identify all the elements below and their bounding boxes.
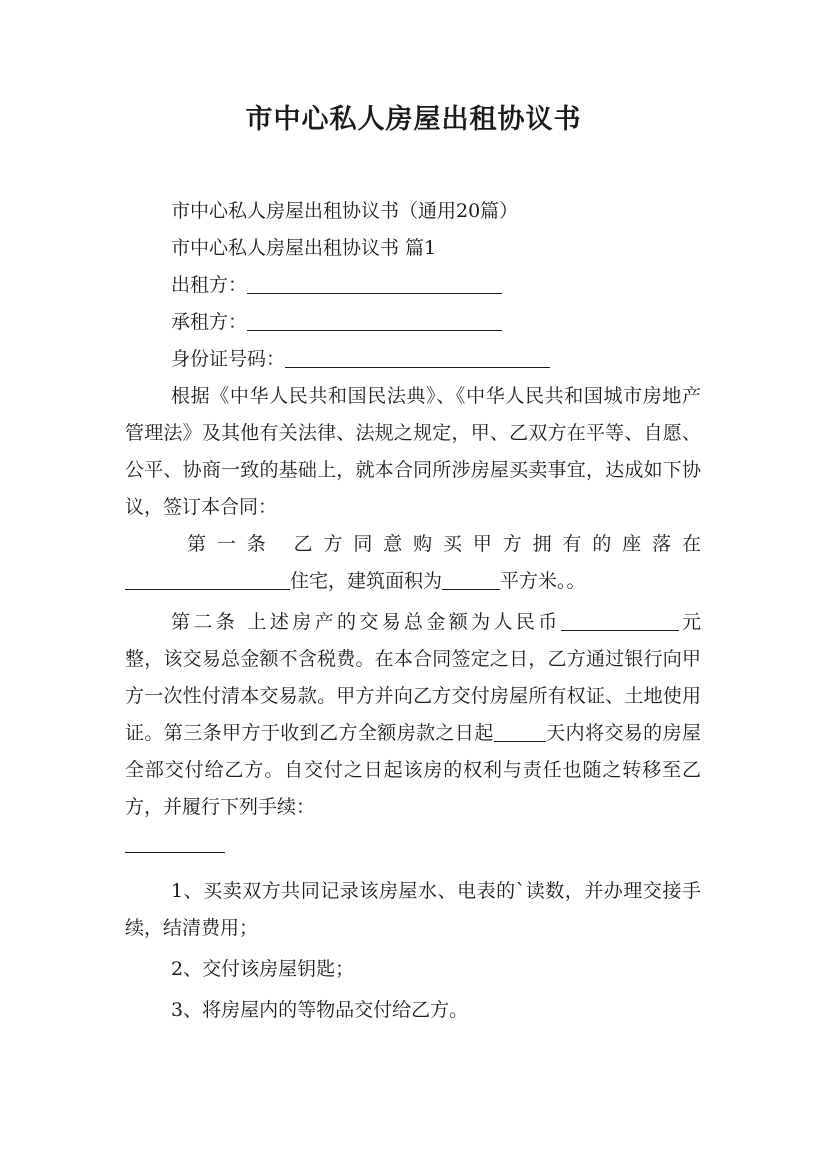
article-2-first-line — [125, 604, 701, 641]
lessor-line — [125, 267, 701, 304]
lessor-blank — [247, 271, 502, 294]
article-2-body — [125, 641, 701, 826]
location-blank — [125, 567, 290, 590]
article-2-start: 第二条 上述房产的交易总金额为人民币 — [171, 611, 561, 633]
document-title: 市中心私人房屋出租协议书 — [245, 104, 582, 135]
area-blank — [442, 567, 500, 590]
lessor-label: 出租方： — [171, 274, 248, 296]
section-heading: 市中心私人房屋出租协议书 篇1 — [171, 237, 437, 259]
trailing-blank-line — [125, 826, 701, 863]
lessee-line — [125, 304, 701, 341]
document-body — [125, 193, 701, 1029]
lessee-blank — [247, 308, 502, 331]
item-1: 1、买卖双方共同记录该房屋水、电表的`读数，并办理交接手续，结清费用； — [125, 880, 701, 939]
trailing-blank — [125, 830, 225, 853]
id-line — [125, 341, 701, 378]
article-2-rest: 整，该交易总金额不含税费。在本合同签定之日，乙方通过银行向甲方一次性付清本交易款。甲方并向乙方交付房屋所有权证、土地使用证。第三条甲方于收到乙方全额房款之日起 — [125, 648, 701, 744]
subtitle: 市中心私人房屋出租协议书（通用20篇） — [171, 200, 519, 222]
article-1-mid: 住宅，建筑面积为 — [290, 570, 443, 592]
price-blank — [561, 608, 679, 631]
item-2: 2、交付该房屋钥匙； — [171, 958, 355, 980]
article-1-second-line — [125, 563, 701, 600]
id-label: 身份证号码： — [171, 348, 286, 370]
lessee-label: 承租方： — [171, 311, 248, 333]
id-blank — [285, 345, 550, 368]
article-1-end: 平方米。。 — [500, 570, 586, 592]
article-2-yuan: 元 — [678, 611, 701, 633]
article-3-rest: 天内将交易的房屋全部交付给乙方。自交付之日起该房的权利与责任也随之转移至乙方，并履行下列手续： — [125, 722, 701, 818]
days-blank — [494, 719, 546, 742]
intro-paragraph: 根据《中华人民共和国民法典》、《中华人民共和国城市房地产管理法》及其他有关法律、法规之规定，甲、乙双方在平等、自愿、公平、协商一致的基础上，就本合同所涉房屋买卖事宜，达成如下协议，签订本合同： — [125, 385, 701, 518]
item-3: 3、将房屋内的等物品交付给乙方。 — [171, 999, 469, 1021]
spacer — [125, 863, 701, 873]
article-1-first-line: 第一条 乙方同意购买甲方拥有的座落在 — [187, 533, 701, 555]
